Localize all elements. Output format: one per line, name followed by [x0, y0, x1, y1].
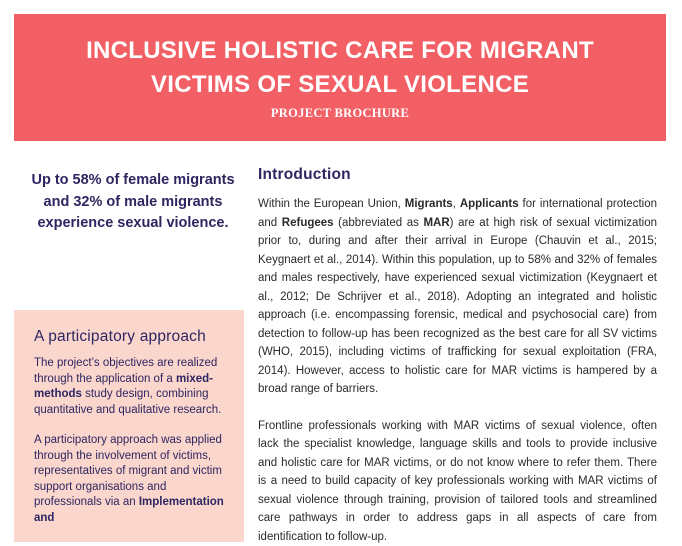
text-span: (abbreviated as [334, 217, 424, 229]
sidebox-paragraph-1 [34, 356, 226, 418]
main-content [258, 166, 657, 546]
emphasis-migrants: Migrants [405, 198, 453, 210]
emphasis-implementation: Implementation and [34, 496, 224, 524]
header-banner [14, 14, 666, 141]
text-span: Within the European Union, [258, 198, 405, 210]
brochure-subtitle: PROJECT BROCHURE [14, 106, 666, 121]
text-span: study design, combining quantitative and qualitative research. [34, 388, 221, 416]
introduction-paragraph-2: Frontline professionals working with MAR victims of sexual violence, often lack the specialist knowledge, language skills and tools to provide inclusive and holistic care for MAR victims, or do not know where to refer them. There is a need to build capacity of key professionals working with MAR victims of sexual violence through training, provision of tailored tools and streamlined care pathways in order to address gaps in all aspects of care from identification to follow-up. [258, 417, 657, 546]
emphasis-mar: MAR [423, 217, 449, 229]
introduction-heading: Introduction [258, 166, 657, 184]
brochure-title: INCLUSIVE HOLISTIC CARE FOR MIGRANT VICTIMS OF SEXUAL VIOLENCE [14, 14, 666, 102]
emphasis-applicants: Applicants [460, 198, 519, 210]
text-span: The project’s objectives are realized through the application of a [34, 357, 217, 385]
statistic-pullquote: Up to 58% of female migrants and 32% of male migrants experience sexual violence. [28, 170, 238, 235]
text-span: A participatory approach was applied through the involvement of victims, representatives of migrant and victim support organisations and professionals via an [34, 434, 222, 508]
text-span: , [453, 198, 460, 210]
sidebox-heading: A participatory approach [34, 328, 226, 346]
text-span: for international protection and [258, 198, 657, 229]
introduction-paragraph-1 [258, 195, 657, 399]
emphasis-mixed-methods: mixed-methods [34, 373, 213, 401]
text-span: ) are at high risk of sexual victimization prior to, during and after their arrival in Europe (Chauvin et al., 2015; Keygnaert et al., 2014). Within this population, up to 58% and 32% of females and males respectively, have experienced sexual victimization (Keygnaert et al., 2012; De Schrijver et al., 2018). Adopting an integrated and holistic approach (i.e. encompassing forensic, medical and psychosocial care) from detection to follow-up has been recognized as the best care for all SV victims (WHO, 2015), including victims of trafficking for sexual exploitation (FRA, 2014). However, access to holistic care for MAR victims is hampered by a broad range of barriers. [258, 217, 657, 396]
participatory-approach-box [14, 310, 244, 542]
emphasis-refugees: Refugees [282, 217, 334, 229]
sidebox-paragraph-2 [34, 433, 226, 526]
